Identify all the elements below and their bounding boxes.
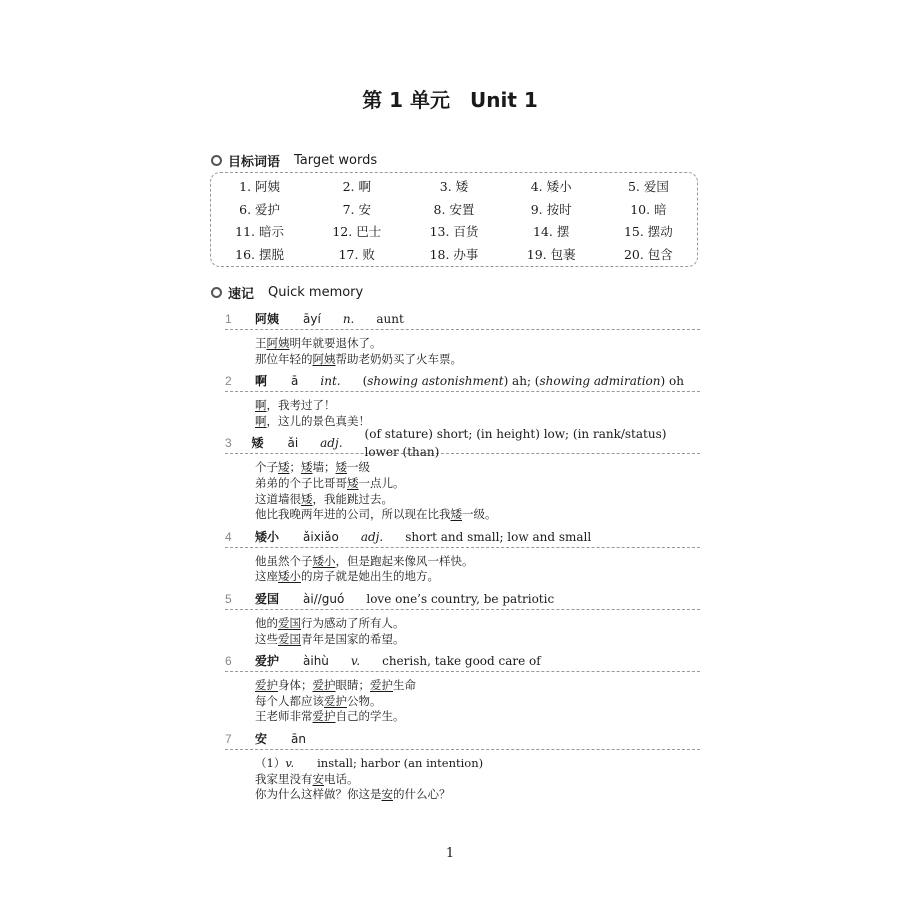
target-word: 9. 按时 <box>530 201 572 217</box>
pinyin: ǎi <box>287 436 299 451</box>
sentence-part: ，这儿的景色真美！ <box>266 413 370 428</box>
highlighted-word: 爱护 <box>370 678 393 693</box>
meaning-part: short and small; low and small <box>405 529 592 544</box>
example-sentence <box>255 352 700 368</box>
examples <box>225 678 700 725</box>
examples <box>225 460 700 522</box>
example-sentence <box>255 772 700 788</box>
meaning-part: cherish, take good care of <box>382 654 541 669</box>
sentence-part: 这道墙很 <box>255 491 301 506</box>
headword: 矮 <box>251 436 264 451</box>
pinyin: àihù <box>303 654 329 669</box>
example-sentence <box>255 756 700 772</box>
examples <box>225 336 700 367</box>
highlighted-word: 矮小 <box>312 553 336 568</box>
entry-header <box>225 651 700 672</box>
sentence-part: 的房子就是她出生的地方。 <box>301 569 439 584</box>
target-word: 2. 啊 <box>342 179 371 194</box>
target-word: 16. 摆脱 <box>235 246 285 262</box>
target-word: 18. 办事 <box>429 246 479 262</box>
part-of-speech: adj. <box>320 436 343 451</box>
vocab-entry <box>225 371 700 429</box>
sentence-part: install; harbor (an intention) <box>294 755 484 770</box>
headword: 安 <box>255 731 268 746</box>
pinyin: āyí <box>303 312 321 326</box>
pinyin: ài//guó <box>303 591 345 606</box>
sentence-part: 一级。 <box>462 507 497 522</box>
target-word: 7. 安 <box>342 201 371 217</box>
target-word: 6. 爱护 <box>239 201 281 217</box>
highlighted-word: 爱护 <box>312 678 336 693</box>
entry-header <box>225 309 700 330</box>
pinyin: ā <box>291 374 299 389</box>
example-sentence <box>255 632 700 648</box>
meaning <box>365 425 700 461</box>
vocab-entries <box>225 309 700 807</box>
example-sentence <box>255 398 700 414</box>
entry-number: 6 <box>225 654 232 669</box>
highlighted-word: 爱护 <box>312 709 336 724</box>
sentence-part: （1） <box>255 755 286 770</box>
highlighted-word: 爱国 <box>278 615 301 630</box>
entry-number: 2 <box>225 374 232 389</box>
heading-en: Quick memory <box>268 285 364 300</box>
vocab-entry <box>225 309 700 367</box>
part-of-speech: n. <box>342 312 355 326</box>
highlighted-word: 阿姨 <box>266 336 290 350</box>
example-sentence <box>255 476 700 492</box>
vocab-entry <box>225 651 700 725</box>
sentence-part: 弟弟的个子比哥哥 <box>255 475 347 490</box>
highlighted-word: 安 <box>381 787 393 802</box>
target-word: 12. 巴士 <box>332 224 382 239</box>
entry-number: 7 <box>225 731 232 746</box>
highlighted-word: 矮小 <box>278 569 301 584</box>
example-sentence <box>255 694 700 710</box>
highlighted-word: 阿姨 <box>312 351 336 366</box>
highlighted-word: 啊 <box>255 413 267 428</box>
sentence-part: 那位年轻的 <box>255 351 313 366</box>
example-sentence <box>255 554 700 570</box>
highlighted-word: 爱护 <box>255 678 278 693</box>
headword: 啊 <box>255 374 268 389</box>
examples <box>225 756 700 803</box>
target-words-heading <box>211 151 377 170</box>
examples <box>225 616 700 647</box>
meaning-part: showing admiration <box>539 374 661 389</box>
meaning <box>366 590 554 608</box>
sentence-part: ，但是跑起来像风一样快。 <box>335 553 474 568</box>
meaning <box>405 528 591 546</box>
target-word: 15. 摆动 <box>623 224 673 239</box>
entry-header <box>225 589 700 610</box>
example-sentence <box>255 507 700 523</box>
target-word: 10. 暗 <box>630 201 667 217</box>
example-sentence <box>255 678 700 694</box>
example-sentence <box>255 709 700 725</box>
entry-number: 3 <box>225 436 232 451</box>
highlighted-word: 爱护 <box>324 693 347 708</box>
example-sentence <box>255 336 700 352</box>
meaning-part: ( <box>362 374 368 389</box>
target-word: 20. 包含 <box>623 246 673 262</box>
highlighted-word: 矮 <box>301 460 313 475</box>
entry-header <box>225 527 700 548</box>
sentence-part: 他比我晚两年进的公司，所以现在比我 <box>255 507 451 522</box>
example-sentence <box>255 616 700 632</box>
meaning-part: showing astonishment <box>367 374 504 389</box>
sentence-part: 王 <box>255 336 267 350</box>
target-word: 19. 包裹 <box>526 246 576 262</box>
target-word: 11. 暗示 <box>235 224 285 239</box>
meaning <box>376 310 403 328</box>
highlighted-word: 矮 <box>347 475 359 490</box>
target-word: 4. 矮小 <box>530 179 572 194</box>
part-of-speech: int. <box>320 374 341 389</box>
sentence-part: 生命 <box>393 678 416 693</box>
sentence-part: v. <box>285 755 295 770</box>
sentence-part: 每个人都应该 <box>255 693 324 708</box>
entry-number: 5 <box>225 591 232 606</box>
meaning <box>382 652 541 670</box>
sentence-part: ，我能跳过去。 <box>312 491 393 506</box>
target-words-box <box>210 172 698 267</box>
highlighted-word: 矮 <box>278 460 290 475</box>
sentence-part: 身体； <box>278 678 313 693</box>
sentence-part: 公物。 <box>347 693 382 708</box>
pinyin: ǎixiǎo <box>303 529 339 544</box>
meaning-part: love one’s country, be patriotic <box>366 591 555 606</box>
sentence-part: 这座 <box>255 569 278 584</box>
highlighted-word: 安 <box>312 771 324 786</box>
sentence-part: ； <box>289 460 301 475</box>
meaning-part: ) oh <box>660 374 684 389</box>
target-word: 1. 阿姨 <box>239 179 281 194</box>
example-sentence <box>255 569 700 585</box>
vocab-entry <box>225 589 700 647</box>
heading-en: Target words <box>294 153 378 168</box>
target-word: 13. 百货 <box>429 224 479 239</box>
heading-zh: 目标词语 <box>228 155 281 170</box>
highlighted-word: 爱国 <box>278 631 301 646</box>
headword: 爱国 <box>255 591 280 606</box>
sentence-part: 青年是国家的希望。 <box>301 631 405 646</box>
sentence-part: 一点儿。 <box>358 475 405 490</box>
headword: 爱护 <box>255 654 280 669</box>
highlighted-word: 啊 <box>255 398 267 413</box>
heading-zh: 速记 <box>228 287 255 302</box>
target-word: 14. 摆 <box>533 224 570 239</box>
circle-bullet-icon <box>211 155 222 166</box>
target-word: 17. 败 <box>338 246 375 262</box>
sentence-part: 帮助老奶奶买了火车票。 <box>335 351 462 366</box>
sentence-part: 王老师非常 <box>255 709 313 724</box>
example-sentence <box>255 460 700 476</box>
sentence-part: 这些 <box>255 631 278 646</box>
sentence-part: 一级 <box>347 460 370 475</box>
circle-bullet-icon <box>211 287 222 298</box>
highlighted-word: 矮 <box>450 507 462 522</box>
sentence-part: ，我考过了！ <box>266 398 336 413</box>
sentence-part: 的什么心？ <box>393 787 451 802</box>
meaning-part: aunt <box>376 312 404 326</box>
example-sentence <box>255 787 700 803</box>
vocab-entry <box>225 729 700 803</box>
part-of-speech: v. <box>350 654 361 669</box>
entry-header <box>225 427 700 460</box>
highlighted-word: 矮 <box>301 491 313 506</box>
sentence-part: 行为感动了所有人。 <box>301 615 405 630</box>
sentence-part: 明年就要退休了。 <box>289 336 382 350</box>
sentence-part: 电话。 <box>324 771 359 786</box>
sentence-part: 他的 <box>255 615 278 630</box>
meaning-part: ) ah; ( <box>503 374 540 389</box>
entry-header <box>225 371 700 392</box>
pinyin: ān <box>291 731 306 746</box>
target-word: 8. 安置 <box>433 201 475 217</box>
page-title: 第 1 单元 Unit 1 <box>362 88 538 112</box>
sentence-part: 墙； <box>312 460 336 475</box>
vocab-entry <box>225 427 700 522</box>
sentence-part: 他虽然个子 <box>255 553 313 568</box>
example-sentence <box>255 492 700 508</box>
sentence-part: 自己的学生。 <box>335 709 405 724</box>
sentence-part: 个子 <box>255 460 278 475</box>
entry-number: 1 <box>225 312 232 326</box>
sentence-part: 你为什么这样做？你这是 <box>255 787 382 802</box>
highlighted-word: 矮 <box>335 460 347 475</box>
page-number: 1 <box>445 846 455 861</box>
part-of-speech: adj. <box>360 529 384 544</box>
entry-header <box>225 729 700 750</box>
headword: 矮小 <box>255 529 280 544</box>
examples <box>225 554 700 585</box>
sentence-part: 眼睛； <box>335 678 370 693</box>
headword: 阿姨 <box>255 312 280 326</box>
meaning-part: (of stature) short; (in height) low; (in rank/status) lower (than) <box>364 427 667 460</box>
meaning <box>363 372 684 390</box>
entry-number: 4 <box>225 529 232 544</box>
quick-memory-heading <box>211 283 363 302</box>
target-word: 3. 矮 <box>439 179 469 194</box>
sentence-part: 我家里没有 <box>255 771 313 786</box>
vocab-entry <box>225 527 700 585</box>
target-word: 5. 爱国 <box>627 179 669 194</box>
